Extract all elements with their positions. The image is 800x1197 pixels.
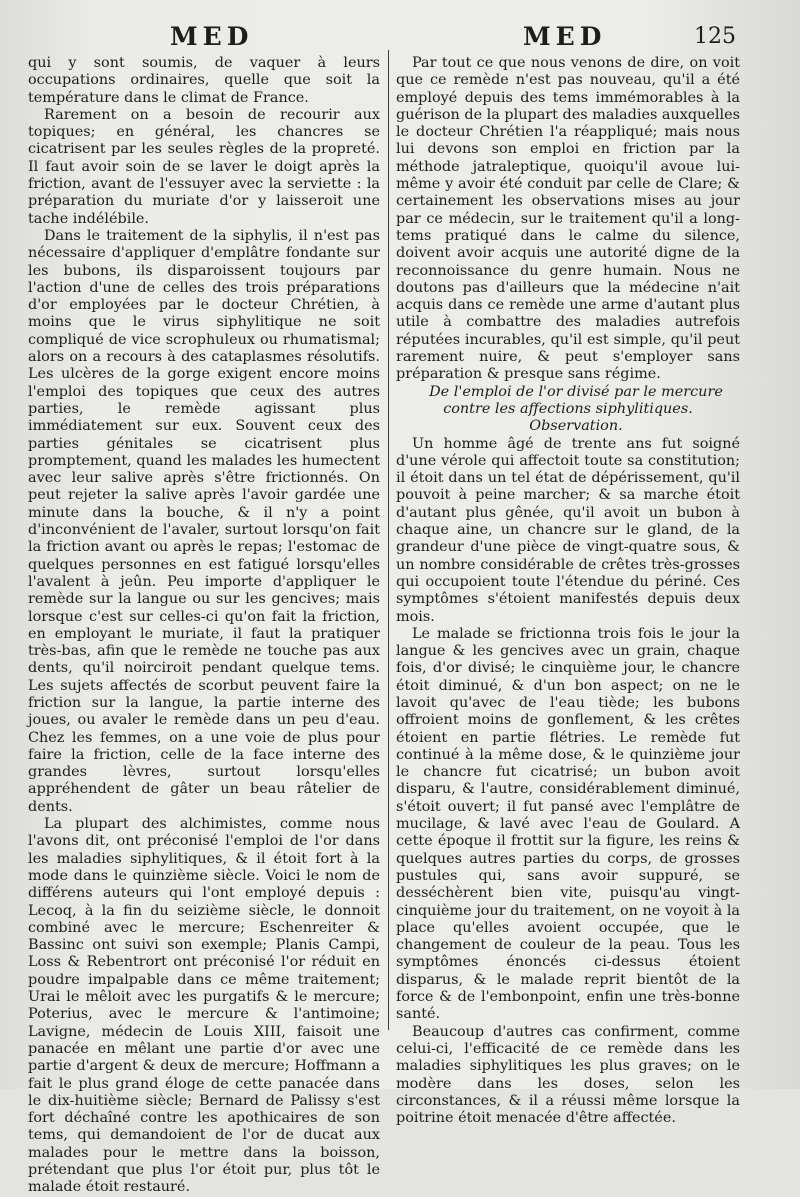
right-column [396, 55, 740, 1127]
page-number: 125 [694, 24, 736, 49]
paragraph: qui y sont soumis, de vaquer à leurs occupations ordinaires, quelle que soit la température dans le climat de France. [28, 55, 380, 106]
paragraph: Par tout ce que nous venons de dire, on voit que ce remède n'est pas nouveau, qu'il a été employé depuis des tems immémorables à la guérison de la plupart des maladies auxquelles le docteur Chrétien l'a réappliqué; mais nous lui devons son emploi en friction par la méthode jatraleptique, quoiqu'il avoue lui-même y avoir été conduit par celle de Clare; & certainement les observations mises au jour par ce médecin, sur le traitement qu'il a long-tems pratiqué dans le calme du silence, doivent avoir acquis une autorité digne de la reconnoissance du genre humain. Nous ne doutons pas d'ailleurs que la médecine n'ait acquis dans ce remède une arme d'autant plus utile à combattre des maladies autrefois réputées incurables, qu'il est simple, qu'il peut rarement nuire, & peut s'employer sans préparation & presque sans régime. [396, 55, 740, 383]
column-divider [388, 50, 389, 1030]
paragraph: Dans le traitement de la siphylis, il n'est pas nécessaire d'appliquer d'emplâtre fondante sur les bubons, ils disparoissent toujours par l'action d'une de celles des trois préparations d'or employées par le docteur Chrétien, à moins que le virus siphylitique ne soit compliqué de vice scrophuleux ou rhumatismal; alors on a recours à des cataplasmes résolutifs. Les ulcères de la gorge exigent encore moins l'emploi des topiques que ceux des autres parties, le remède agissant plus immédiatement sur eux. Souvent ceux des parties génitales se cicatrisent plus promptement, quand les malades les humectent avec leur salive après s'être frictionnés. On peut rejeter la salive après l'avoir gardée une minute dans la bouche, & il n'y a point d'inconvénient de l'avaler, surtout lorsqu'on fait la friction avant ou après le repas; l'estomac de quelques personnes en est fatigué lorsqu'elles l'avalent à jeûn. Peu importe d'appliquer le remède sur la langue ou sur les gencives; mais lorsque c'est sur celles-ci qu'on fait la friction, en employant le muriate, il faut la pratiquer très-bas, afin que le remède ne touche pas aux dents, qu'il noirciroit pendant quelque tems. Les sujets affectés de scorbut peuvent faire la friction sur la langue, la partie interne des joues, ou avaler le remède dans un peu d'eau. Chez les femmes, on a une voie de plus pour faire la friction, celle de la face interne des grandes lèvres, surtout lorsqu'elles appréhendent de gâter un beau râtelier de dents. [28, 227, 380, 815]
running-head-left: MED [170, 22, 254, 51]
paragraph: Rarement on a besoin de recourir aux topiques; en général, les chancres se cicatrisent par les seules règles de la propreté. Il faut avoir soin de se laver le doigt après la friction, avant de l'essuyer avec la serviette : la préparation du muriate d'or y laisseroit une tache indélébile. [28, 106, 380, 227]
section-subtitle: Observation. [529, 418, 623, 435]
left-column [28, 55, 380, 1197]
section-title: De l'emploi de l'or divisé par le mercure contre les affections siphylitiques. [429, 383, 723, 417]
paragraph: Beaucoup d'autres cas confirment, comme celui-ci, l'efficacité de ce remède dans les maladies siphylitiques les plus graves; on le modère dans les doses, selon les circonstances, & il a réussi même lorsque la poitrine étoit menacée d'être affectée. [396, 1023, 740, 1127]
paragraph: La plupart des alchimistes, comme nous l'avons dit, ont préconisé l'emploi de l'or dans les maladies siphylitiques, & il étoit fort à la mode dans le quinzième siècle. Voici le nom de différens auteurs qui l'ont employé depuis : Lecoq, à la fin du seizième siècle, le donnoit combiné avec le mercure; Eschenreiter & Bassinc ont suivi son exemple; Planis Campi, Loss & Rebentrort ont préconisé l'or réduit en poudre impalpable dans ce même traitement; Urai le mêloit avec les purgatifs & le mercure; Poterius, avec le mercure & l'antimoine; Lavigne, médecin de Louis XIII, faisoit une panacée en mêlant une partie d'or avec une partie d'argent & deux de mercure; Hoffmann a fait le plus grand éloge de cette panacée dans le dix-huitième siècle; Bernard de Palissy s'est fort déchaîné contre les apothicaires de son tems, qui demandoient de l'or de ducat aux malades pour le mettre dans la boisson, prétendant que plus l'or étoit pur, plus tôt le malade étoit restauré. [28, 816, 380, 1196]
paragraph: Le malade se frictionna trois fois le jour la langue & les gencives avec un grain, chaque fois, d'or divisé; le cinquième jour, le chancre étoit diminué, & d'un bon aspect; on ne le lavoit qu'avec de l'eau tiède; les bubons offroient moins de gonflement, & les crêtes étoient en partie flétries. Le remède fut continué à la même dose, & le quinzième jour le chancre fut cicatrisé; un bubon avoit disparu, & l'autre, considérablement diminué, s'étoit ouvert; il fut pansé avec l'emplâtre de mucilage, & lavé avec l'eau de Goulard. A cette époque il frottit sur la figure, les reins & quelques autres parties du corps, de grosses pustules qui, sans avoir suppuré, se desséchèrent bien vite, puisqu'au vingt-cinquième jour du traitement, on ne voyoit à la place qu'elles avoient occupée, que le changement de couleur de la peau. Tous les symptômes énoncés ci-dessus étoient disparus, & le malade reprit bientôt de la force & de l'embonpoint, enfin une très-bonne santé. [396, 625, 740, 1023]
paragraph: Un homme âgé de trente ans fut soigné d'une vérole qui affectoit toute sa constitution; il étoit dans un tel état de dépérissement, qu'il pouvoit à peine marcher; & sa marche étoit d'autant plus gênée, qu'il avoit un bubon à chaque aine, un chancre sur le gland, de la grandeur d'une pièce de vingt-quatre sous, & un nombre considérable de crêtes très-grosses qui occupoient toute l'étendue du périné. Ces symptômes s'étoient manifestés depuis deux mois. [396, 435, 740, 625]
running-head-right: MED [523, 22, 607, 51]
